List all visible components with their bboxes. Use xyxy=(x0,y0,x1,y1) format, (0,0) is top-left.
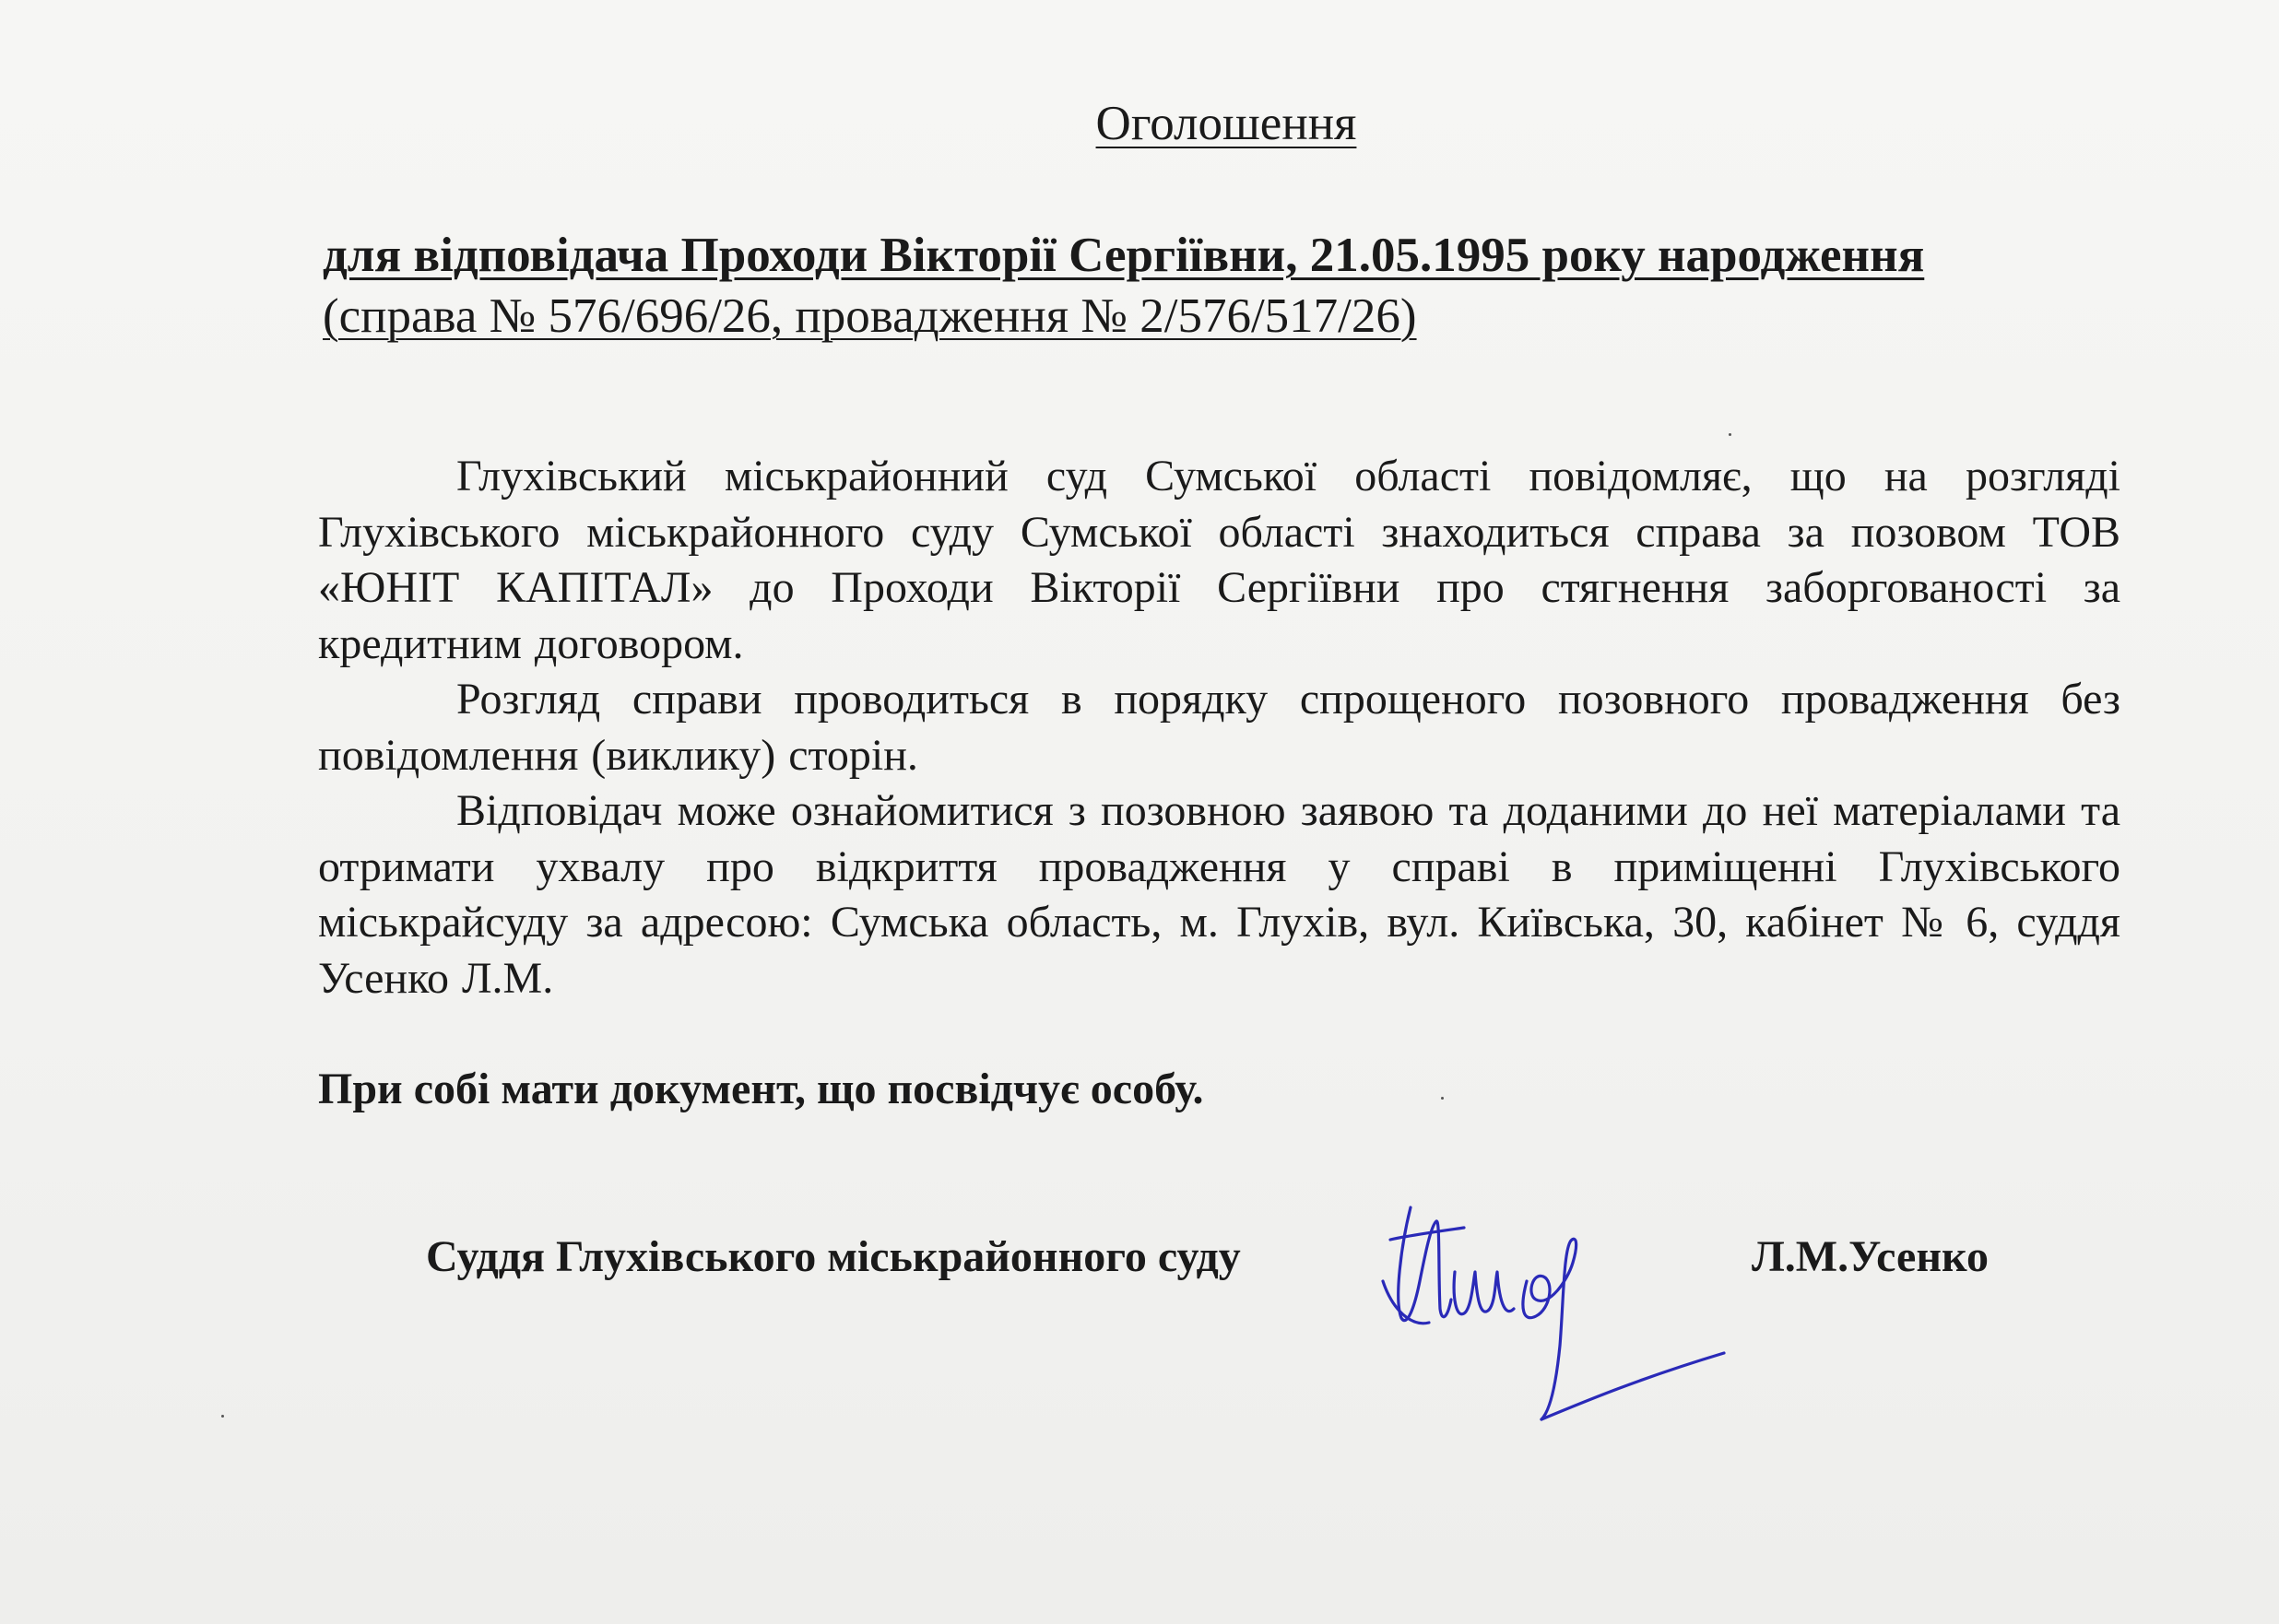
judge-name: Л.М.Усенко xyxy=(1752,1232,1989,1281)
id-document-notice: При собі мати документ, що посвідчує особу. xyxy=(318,1065,1204,1113)
paper-speck xyxy=(1441,1097,1444,1100)
document-subheading xyxy=(323,225,2120,347)
document-title: Оголошення xyxy=(1095,97,1357,150)
body-paragraph: Відповідач може ознайомитися з позовною заявою та доданими до неї матеріалами та отримати ухвалу про відкриття провадження у справі в приміщенні Глухівського міськрайсуду за адресою: Сумська область, м. Глухів, вул. Київська, 30, кабінет № 6, суддя Усенко Л.М. xyxy=(318,786,2120,1003)
respondent-line: для відповідача Проходи Вікторії Сергіївни, 21.05.1995 року народження xyxy=(323,229,1925,282)
handwritten-signature xyxy=(1346,1171,1733,1438)
body-paragraph: Розгляд справи проводиться в порядку спрощеного позовного провадження без повідомлення (виклику) сторін. xyxy=(318,675,2120,780)
body-paragraph: Глухівський міськрайонний суд Сумської області повідомляє, що на розгляді Глухівського міськрайонного суду Сумської області знаходиться справа за позовом ТОВ «ЮНІТ КАПІТАЛ» до Проходи Вікторії Сергіївни про стягнення заборгованості за кредитним договором. xyxy=(318,452,2120,668)
paper-speck xyxy=(1729,433,1731,436)
paper-speck xyxy=(221,1415,224,1418)
case-number-line: (справа № 576/696/26, провадження № 2/576/517/26) xyxy=(323,289,1417,343)
document-body xyxy=(318,449,2120,1006)
judge-title: Суддя Глухівського міськрайонного суду xyxy=(426,1232,1241,1281)
